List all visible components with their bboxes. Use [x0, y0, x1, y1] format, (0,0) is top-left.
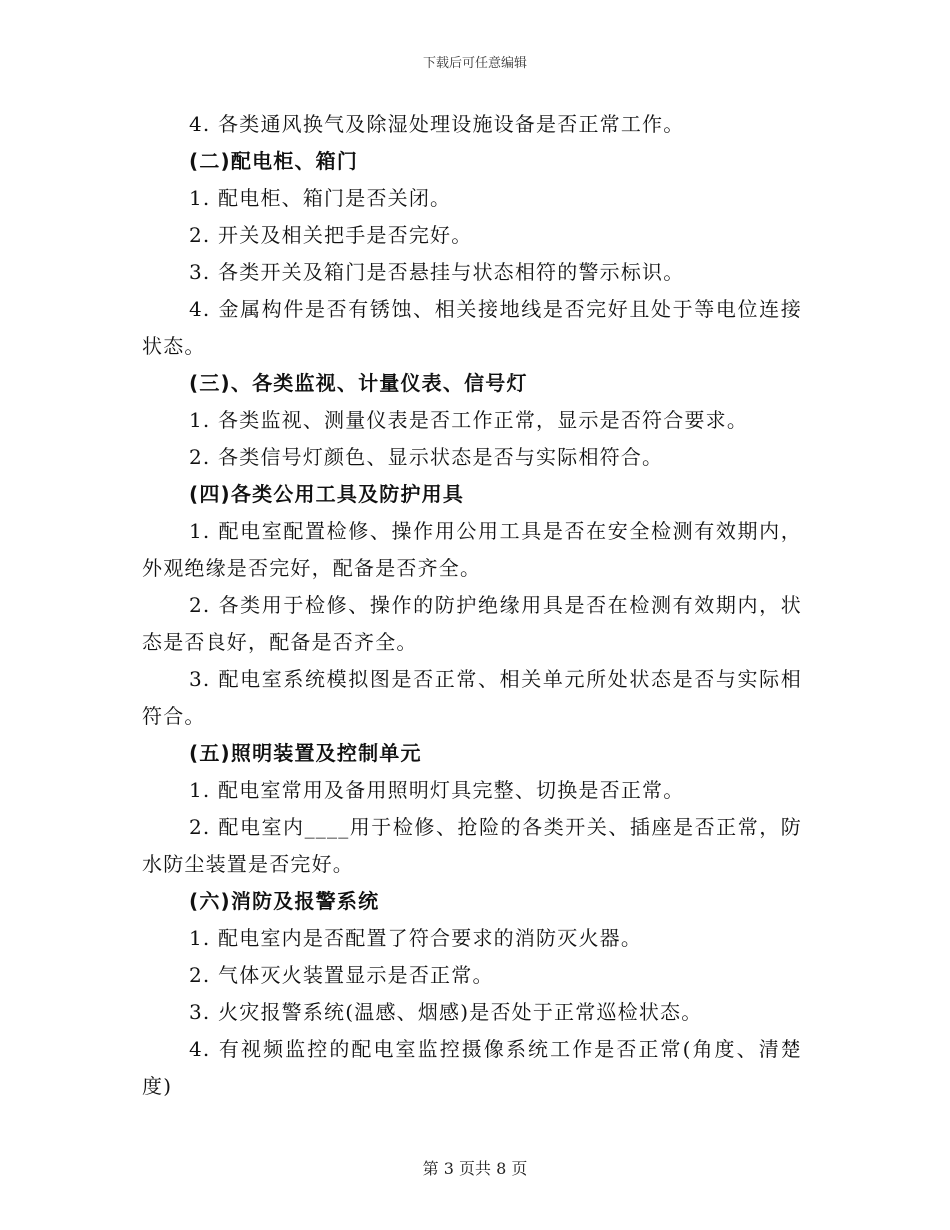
list-item: 1. 配电柜、箱门是否关闭。	[189, 186, 452, 210]
list-item: 3. 各类开关及箱门是否悬挂与状态相符的警示标识。	[189, 260, 685, 284]
list-item: 1. 配电室常用及备用照明灯具完整、切换是否正常。	[189, 778, 685, 802]
section-heading: (三)、各类监视、计量仪表、信号灯	[189, 371, 528, 395]
list-item: 4. 各类通风换气及除湿处理设施设备是否正常工作。	[189, 112, 685, 136]
list-item: 2. 各类信号灯颜色、显示状态是否与实际相符合。	[189, 445, 664, 469]
list-item: 2. 气体灭火装置显示是否正常。	[189, 963, 494, 987]
list-item: 4. 金属构件是否有锈蚀、相关接地线是否完好且处于等电位连接状态。	[142, 297, 802, 358]
section-heading: (二)配电柜、箱门	[189, 149, 359, 173]
list-item: 2. 各类用于检修、操作的防护绝缘用具是否在检测有效期内，状态是否良好，配备是否齐全。	[142, 593, 802, 654]
list-item: 1. 配电室内是否配置了符合要求的消防灭火器。	[189, 926, 643, 950]
list-item: 3. 火灾报警系统(温感、烟感)是否处于正常巡检状态。	[189, 1000, 703, 1024]
document-body	[142, 106, 802, 1105]
section-heading: (六)消防及报警系统	[189, 889, 380, 913]
section-heading: (五)照明装置及控制单元	[189, 741, 422, 765]
list-item: 2. 配电室内____用于检修、抢险的各类开关、插座是否正常，防水防尘装置是否完好。	[142, 815, 802, 876]
list-item: 4. 有视频监控的配电室监控摄像系统工作是否正常(角度、清楚度)	[142, 1037, 802, 1098]
section-heading: (四)各类公用工具及防护用具	[189, 482, 465, 506]
list-item: 1. 配电室配置检修、操作用公用工具是否在安全检测有效期内，外观绝缘是否完好，配备是否齐全。	[142, 519, 802, 580]
list-item: 1. 各类监视、测量仪表是否工作正常，显示是否符合要求。	[189, 408, 749, 432]
page-header: 下载后可任意编辑	[422, 56, 527, 71]
list-item: 3. 配电室系统模拟图是否正常、相关单元所处状态是否与实际相符合。	[142, 667, 802, 728]
page-footer: 第 3 页共 8 页	[422, 1159, 528, 1178]
list-item: 2. 开关及相关把手是否完好。	[189, 223, 473, 247]
